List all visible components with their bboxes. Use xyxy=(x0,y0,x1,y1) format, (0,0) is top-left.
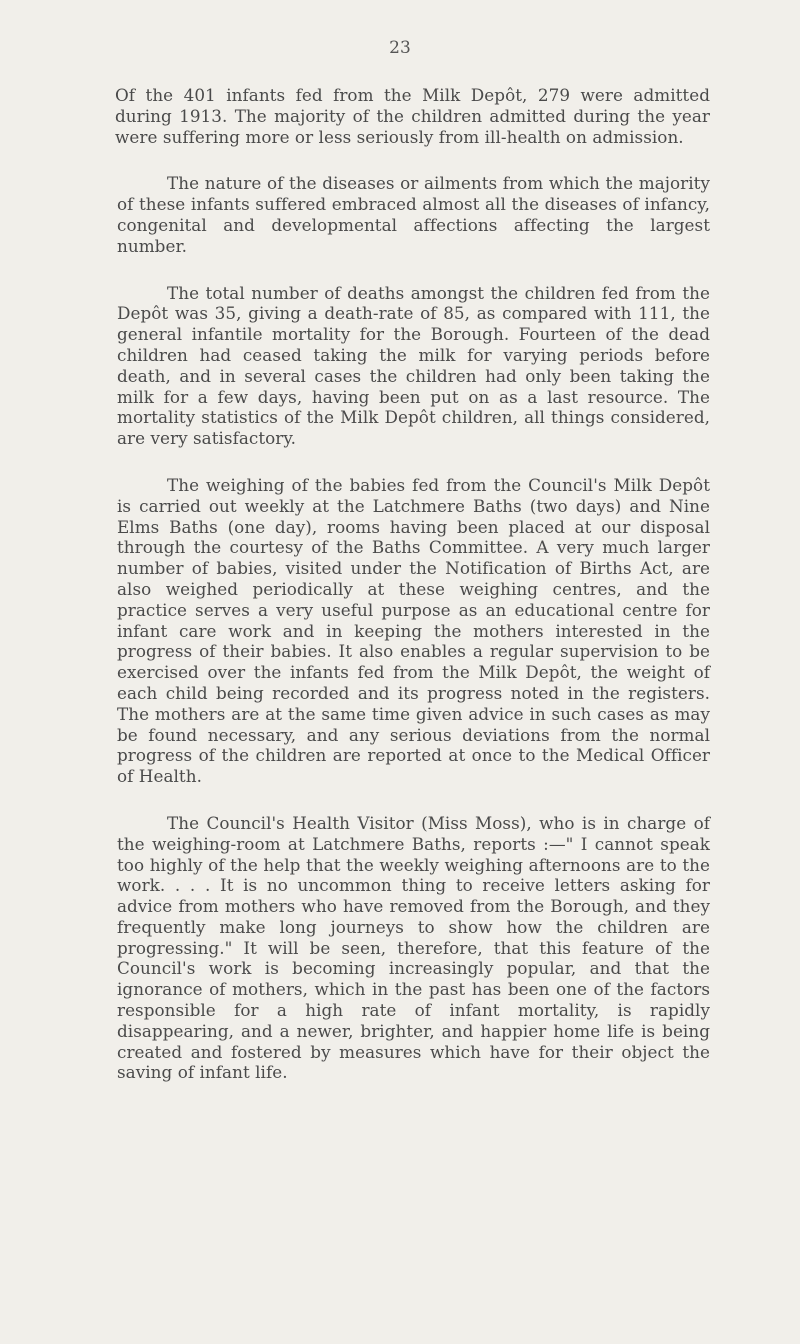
paragraph-death-rate: The total number of deaths amongst the children fed from the Depôt was 35, giving a death-rate of 85, as compared with 111, the general infantile mortality for the Borough. Fourteen of the dead children had ceased taking the milk for varying periods before death, and in several cases the children had only been taking the milk for a few days, having been put on as a last resource. The mortality statistics of the Milk Depôt children, all things considered, are very satisfactory. xyxy=(117,282,710,449)
paragraph-health-visitor-report: The Council's Health Visitor (Miss Moss), who is in charge of the weighing-room at Latchmere Baths, reports :—" I cannot speak too highly of the help that the weekly weighing afternoons are to the work. . . . It is no uncommon thing to receive letters asking for advice from mothers who have removed from the Borough, and they frequently make long journeys to show how the children are progressing." It will be seen, therefore, that this feature of the Council's work is becoming increasingly popular, and that the ignorance of mothers, which in the past has been one of the factors responsible for a high rate of infant mortality, is rapidly disappearing, and a newer, brighter, and happier home life is being created and fostered by measures which have for their object the saving of infant life. xyxy=(117,812,710,1083)
paragraph-milk-depot-admissions: Of the 401 infants fed from the Milk Depôt, 279 were admitted during 1913. The majority of the children admitted during the year were suffering more or less seriously from ill-health on admission. xyxy=(115,85,710,147)
page-number: 23 xyxy=(389,38,411,58)
paragraph-weighing-centres: The weighing of the babies fed from the Council's Milk Depôt is carried out weekly at the Latchmere Baths (two days) and Nine Elms Baths (one day), rooms having been placed at our disposal through the courtesy of the Baths Committee. A very much larger number of babies, visited under the Notification of Births Act, are also weighed periodically at these weighing centres, and the practice serves a very useful purpose as an educational centre for infant care work and in keeping the mothers interested in the progress of their babies. It also enables a regular supervision to be exercised over the infants fed from the Milk Depôt, the weight of each child being recorded and its progress noted in the registers. The mothers are at the same time given advice in such cases as may be found necessary, and any serious deviations from the normal progress of the children are reported at once to the Medical Officer of Health. xyxy=(117,474,710,787)
document-body xyxy=(117,85,710,1109)
paragraph-diseases: The nature of the diseases or ailments from which the majority of these infants suffered embraced almost all the diseases of infancy, congenital and developmental affections affecting the largest number. xyxy=(117,173,710,256)
